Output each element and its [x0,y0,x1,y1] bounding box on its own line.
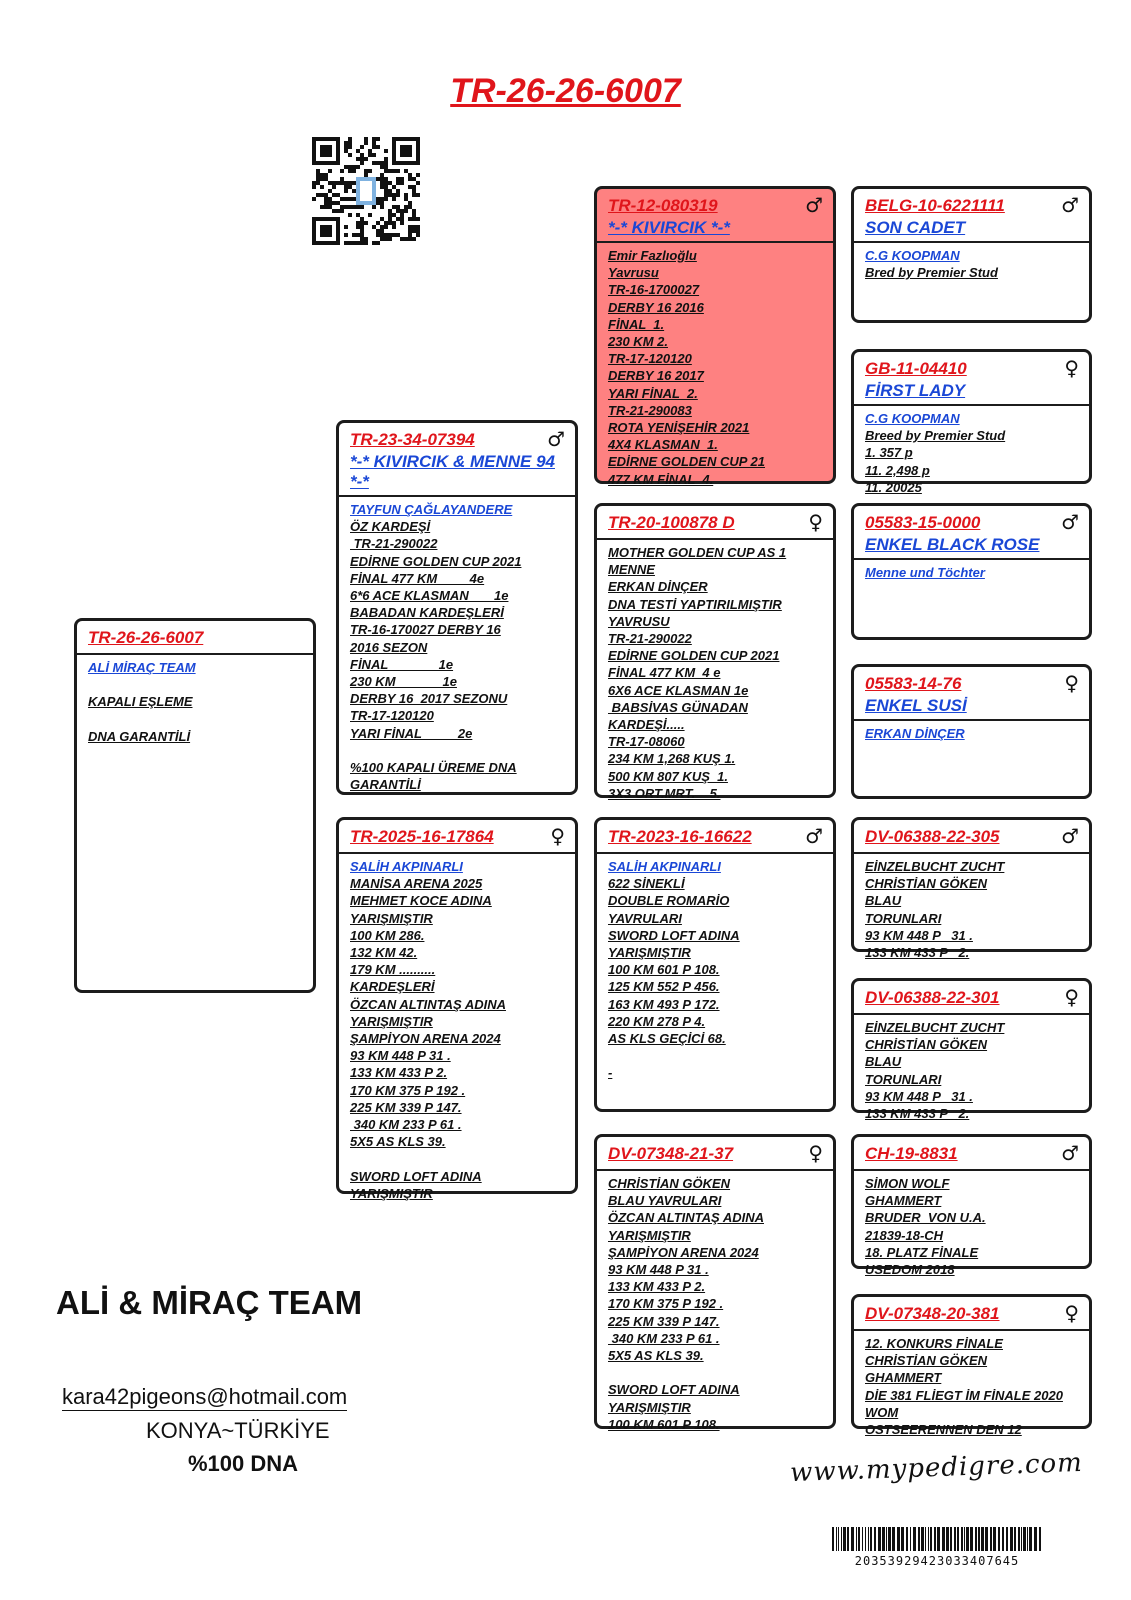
note-line: ŞAMPİYON ARENA 2024 [608,1244,759,1260]
note-line: 230 KM 1e [350,674,457,690]
card-divider [597,1169,833,1171]
note-line: YARIŞMIŞTIR [350,910,433,926]
team-name: ALİ & MİRAÇ TEAM [56,1284,363,1321]
card-divider [77,653,313,655]
note-line: YAVRUSU [608,613,670,629]
ring-number: DV-06388-22-301 [865,988,1000,1007]
note-line: ÖZCAN ALTINTAŞ ADINA [608,1210,764,1226]
note-line: YAVRULARI [608,910,682,926]
ring-number: 05583-14-76 [865,674,962,693]
female-icon: ♀ [808,1141,823,1165]
ring-number: TR-26-26-6007 [88,628,204,647]
card-notes [608,247,827,488]
pedigree-card-dam [336,817,578,1201]
ring-number: DV-06388-22-305 [865,827,1000,846]
note-line: FİNAL 477 KM 4e [350,570,485,586]
pedigree-card-subject [74,618,316,993]
note-line: EDİRNE GOLDEN CUP 2021 [608,648,780,664]
note-line: 622 SİNEKLİ [608,876,685,892]
note-line: ÖZ KARDEŞİ [350,519,431,535]
note-line: SİMON WOLF [865,1176,950,1191]
card-divider [854,1013,1089,1015]
male-icon: ♂ [805,824,823,848]
note-line: CHRİSTİAN GÖKEN [865,876,988,892]
note-line: TR-21-290083 [608,402,692,418]
note-line: 133 KM 433 P 2. [865,1106,970,1122]
note-line: ŞAMPİYON ARENA 2024 [350,1031,501,1047]
ring-number: 05583-15-0000 [865,513,981,532]
note-line: 133 KM 433 P 2. [350,1065,448,1081]
note-line: Emir Fazlıoğlu [608,248,697,263]
pedigree-card-ds [594,817,836,1112]
note-line: 12. KONKURS FİNALE [865,1336,1003,1351]
qr-code-icon [312,137,420,245]
card-notes [865,1019,1083,1122]
pigeon-name: ENKEL SUSİ [865,696,967,715]
note-line: C.G KOOPMAN [865,411,960,426]
note-line: Yavrusu [608,265,659,281]
card-notes [865,858,1083,961]
note-line: ERKAN DİNÇER [865,726,965,741]
note-line: 125 KM 552 P 456. [608,979,720,995]
ring-number: TR-20-100878 D [608,513,735,532]
note-line: 225 KM 339 P 147. [608,1313,720,1329]
note-line [88,676,307,693]
note-line: 5X5 AS KLS 39. [350,1134,446,1150]
note-line: TR-17-120120 [608,351,692,367]
note-line: CHRİSTİAN GÖKEN [865,1353,988,1369]
note-line: DİE 381 FLİEGT İM FİNALE 2020 [865,1387,1063,1403]
note-line: TR-21-290022 [608,631,692,647]
note-line: USEDOM 2018 [865,1262,955,1278]
note-line: 1. 357 p [865,445,913,461]
card-notes [865,247,1083,281]
note-line: YARIŞMIŞTIR [350,1185,433,1201]
card-notes [865,564,1083,581]
pedigree-card-ssd [851,349,1092,495]
female-icon: ♀ [1064,671,1079,695]
ring-number: BELG-10-6221111 [865,196,1005,215]
note-line: DOUBLE ROMARİO [608,893,730,909]
note-line: 2016 SEZON [350,639,428,655]
note-line: - [608,1065,613,1081]
note-line: AS KLS GEÇİCİ 68. [608,1031,726,1047]
note-line: YARIŞMIŞTIR [350,1013,433,1029]
note-line: BABADAN KARDEŞLERİ [350,605,504,621]
note-line: MEHMET KOCE ADINA [350,893,492,909]
note-line: EDİRNE GOLDEN CUP 21 [608,454,765,470]
note-line: GARANTİLİ [350,777,421,793]
note-line: 133 KM 433 P 2. [865,945,970,961]
note-line: GHAMMERT [865,1370,942,1386]
note-line: YARI FİNAL 2e [350,725,473,741]
ring-number: TR-2025-16-17864 [350,827,494,846]
contact-email[interactable]: kara42pigeons@hotmail.com [62,1384,348,1409]
note-line: 163 KM 493 P 172. [608,996,720,1012]
pedigree-title: TR-26-26-6007 [450,72,681,110]
note-line: MENNE [608,562,655,578]
note-line: 225 KM 339 P 147. [350,1099,462,1115]
note-line: EİNZELBUCHT ZUCHT [865,859,1005,874]
note-line: 100 KM 601 P 108. [608,1416,720,1432]
note-line: ERKAN DİNÇER [608,579,708,595]
note-line: 18. PLATZ FİNALE [865,1244,979,1260]
note-line: SALİH AKPINARLI [608,859,721,874]
note-line: SWORD LOFT ADINA [608,1382,740,1398]
note-line: DERBY 16 2017 [608,368,704,384]
note-line: YARIŞMIŞTIR [608,1399,691,1415]
card-notes [350,858,569,1202]
card-divider [597,538,833,540]
note-line: MANİSA ARENA 2025 [350,876,483,892]
pedigree-card-sire [336,420,578,795]
pedigree-card-sds [851,503,1092,640]
note-line: 93 KM 448 P 31 . [865,927,973,943]
male-icon: ♂ [1061,1141,1079,1165]
note-line: YARIŞMIŞTIR [608,945,691,961]
note-line: 340 KM 233 P 61 . [350,1117,462,1133]
note-line: KAPALI EŞLEME [88,694,193,710]
note-line: 230 KM 2. [608,334,668,350]
note-line: 21839-18-CH [865,1227,944,1243]
card-divider [339,495,575,497]
card-divider [854,404,1089,406]
ring-number: CH-19-8831 [865,1144,958,1163]
note-line [350,1150,569,1167]
card-divider [854,1329,1089,1331]
note-line: ALİ MİRAÇ TEAM [88,660,196,675]
pedigree-card-dsd [851,978,1092,1122]
note-line: BABSİVAS GÜNADAN [608,699,748,715]
note-line: SWORD LOFT ADINA [350,1168,482,1184]
card-divider [854,241,1089,243]
note-line: 340 KM 233 P 61 . [608,1330,720,1346]
card-notes [88,659,307,745]
note-line: ROTA YENİŞEHİR 2021 [608,420,750,436]
note-line: 93 KM 448 P 31 . [608,1262,709,1278]
note-line: FİNAL 477 KM 4 e [608,665,721,681]
card-notes [865,1175,1083,1278]
female-icon: ♀ [808,510,823,534]
pedigree-card-sss [851,186,1092,323]
note-line: TR-17-08060 [608,734,685,750]
card-divider [854,1169,1089,1171]
note-line: TORUNLARI [865,910,942,926]
card-notes [865,725,1083,742]
note-line: FİNAL 1e [350,656,454,672]
barcode-icon [832,1527,1042,1551]
note-line: BRUDER VON U.A. [865,1210,986,1226]
card-notes [350,501,569,793]
pedigree-card-dds [851,1134,1092,1278]
barcode-number: 20353929423033407645 [854,1554,1020,1568]
note-line: 6X6 ACE KLASMAN 1e [608,682,749,698]
card-divider [339,852,575,854]
note-line: 100 KM 601 P 108. [608,962,720,978]
ring-number: DV-07348-21-37 [608,1144,734,1163]
note-line: GHAMMERT [865,1193,942,1209]
note-line: 11. 20025 [865,479,922,495]
note-line: Menne und Töchter [865,565,985,580]
note-line: 234 KM 1,268 KUŞ 1. [608,751,736,767]
ring-number: TR-12-080319 [608,196,718,215]
note-line: EİNZELBUCHT ZUCHT [865,1020,1005,1035]
note-line: 100 KM 286. [350,927,425,943]
note-line: YARI FİNAL 2. [608,385,698,401]
pedigree-card-dd [594,1134,836,1432]
note-line: TR-21-290022 [350,536,438,552]
note-line: Bred by Premier Stud [865,265,998,281]
male-icon: ♂ [547,427,565,451]
note-line: OSTSEERENNEN DEN 12 [865,1422,1022,1438]
note-line: TR-16-170027 DERBY 16 [350,622,501,638]
male-icon: ♂ [1061,193,1079,217]
note-line: Breed by Premier Stud [865,428,1006,444]
note-line [608,1047,827,1064]
pedigree-card-ddd [851,1294,1092,1438]
male-icon: ♂ [1061,510,1079,534]
female-icon: ♀ [1064,356,1079,380]
pigeon-name: ENKEL BLACK ROSE [865,535,1040,554]
note-line: TAYFUN ÇAĞLAYANDERE [350,502,513,517]
note-line: 170 KM 375 P 192 . [608,1296,724,1312]
note-line [608,1364,827,1381]
note-line: TORUNLARI [865,1071,942,1087]
note-line: SALİH AKPINARLI [350,859,463,874]
note-line: 93 KM 448 P 31 . [350,1048,451,1064]
location: KONYA~TÜRKİYE [146,1418,330,1443]
note-line: 4X4 KLASMAN 1. [608,437,718,453]
male-icon: ♂ [1061,824,1079,848]
card-notes [608,1175,827,1433]
card-notes [865,1335,1083,1438]
note-line: CHRİSTİAN GÖKEN [865,1037,988,1053]
note-line: ÖZCAN ALTINTAŞ ADINA [350,996,506,1012]
note-line: SWORD LOFT ADINA [608,927,740,943]
pigeon-name: *-* KIVIRCIK & MENNE 94 *-* [350,452,555,491]
card-notes [608,858,827,1082]
note-line: BLAU [865,1054,902,1070]
note-line: DERBY 16 2017 SEZONU [350,691,508,707]
card-notes [865,410,1083,496]
pedigree-card-dss [851,817,1092,961]
note-line: 500 KM 807 KUŞ 1. [608,768,728,784]
note-line: 179 KM .......... [350,962,436,978]
pedigree-card-sd [594,503,836,801]
ring-number: TR-2023-16-16622 [608,827,752,846]
ring-number: GB-11-04410 [865,359,967,378]
note-line: CHRİSTİAN GÖKEN [608,1176,731,1191]
card-divider [854,719,1089,721]
pigeon-name: FİRST LADY [865,381,966,400]
note-line: TR-17-120120 [350,708,434,724]
pedigree-card-ss [594,186,836,487]
note-line: YARIŞMIŞTIR [608,1227,691,1243]
card-divider [597,241,833,243]
note-line: C.G KOOPMAN [865,248,960,263]
note-line: BLAU [865,893,902,909]
note-line: BLAU YAVRULARI [608,1193,722,1209]
note-line: DNA TESTİ YAPTIRILMIŞTIR [608,596,782,612]
note-line: KARDEŞİ..... [608,717,685,733]
note-line: %100 KAPALI ÜREME DNA [350,760,517,776]
card-notes [608,544,827,802]
note-line: DNA GARANTİLİ [88,728,191,744]
male-icon: ♂ [805,193,823,217]
female-icon: ♀ [550,824,565,848]
website-link[interactable]: www.mypedigre.com [789,1447,1084,1489]
card-divider [597,852,833,854]
note-line: 6*6 ACE KLASMAN 1e [350,588,509,604]
note-line: 5X5 AS KLS 39. [608,1348,704,1364]
note-line: 93 KM 448 P 31 . [865,1088,973,1104]
dna-guarantee: %100 DNA [188,1451,299,1476]
note-line [350,742,569,759]
ring-number: DV-07348-20-381 [865,1304,1000,1323]
note-line: FİNAL 1. [608,316,665,332]
note-line: 133 KM 433 P 2. [608,1279,706,1295]
pigeon-name: *-* KIVIRCIK *-* [608,218,730,237]
note-line: 3X3 ORT.MRT. 5. [608,785,721,801]
note-line: MOTHER GOLDEN CUP AS 1 [608,545,787,560]
note-line [88,711,307,728]
note-line: 132 KM 42. [350,945,418,961]
note-line: 220 KM 278 P 4. [608,1013,706,1029]
ring-number: TR-23-34-07394 [350,430,475,449]
card-divider [854,852,1089,854]
female-icon: ♀ [1064,1301,1079,1325]
note-line: 170 KM 375 P 192 . [350,1082,466,1098]
note-line: TR-16-1700027 [608,282,700,298]
pedigree-card-sdd [851,664,1092,799]
note-line: EDİRNE GOLDEN CUP 2021 [350,553,522,569]
pigeon-name: SON CADET [865,218,966,237]
female-icon: ♀ [1064,985,1079,1009]
note-line: KARDEŞLERİ [350,979,435,995]
note-line: WOM [865,1404,899,1420]
note-line: DERBY 16 2016 [608,299,704,315]
card-divider [854,558,1089,560]
note-line: 477 KM FİNAL 4. [608,471,714,487]
note-line: 11. 2,498 p [865,462,930,478]
